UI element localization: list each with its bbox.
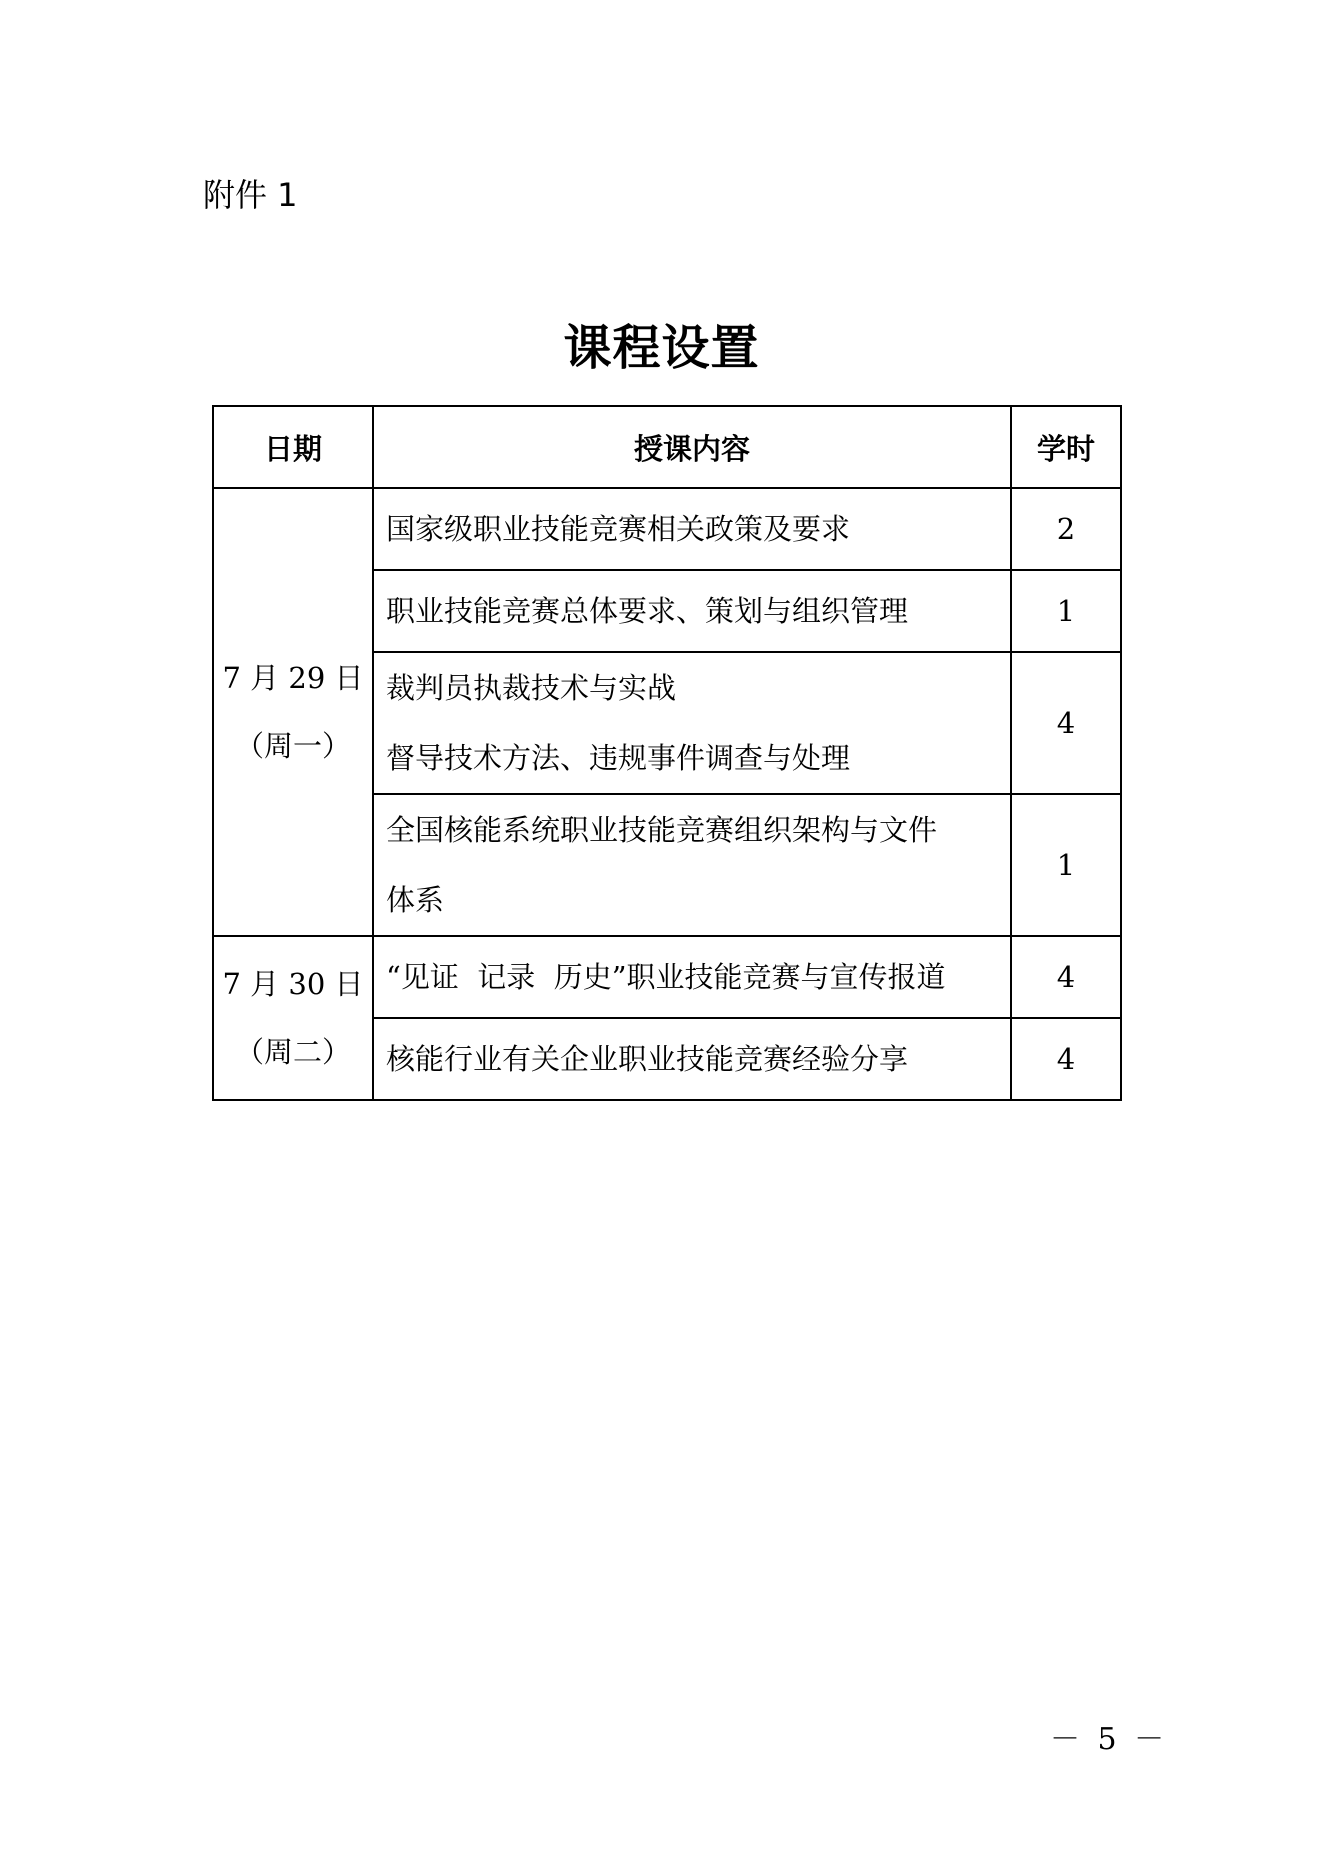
content-cell xyxy=(373,794,1011,936)
content-text: 体系 xyxy=(386,883,445,917)
content-cell xyxy=(373,570,1011,652)
table-row xyxy=(213,488,1121,570)
header-date: 日期 xyxy=(213,406,373,488)
header-content: 授课内容 xyxy=(373,406,1011,488)
header-hours: 学时 xyxy=(1011,406,1121,488)
content-cell xyxy=(373,936,1011,1018)
content-text: 督导技术方法、违规事件调查与处理 xyxy=(386,741,851,775)
course-schedule-table xyxy=(212,405,1122,1101)
content-text: 核能行业有关企业职业技能竞赛经验分享 xyxy=(386,1042,909,1076)
date-text: 7 月 29 日 xyxy=(222,661,364,695)
weekday-text: （周二） xyxy=(234,1035,351,1069)
content-cell xyxy=(373,652,1011,794)
hours-cell: 1 xyxy=(1011,794,1121,936)
hours-cell: 4 xyxy=(1011,936,1121,1018)
page-number: － 5 － xyxy=(1050,1722,1169,1757)
date-cell-day1 xyxy=(213,488,373,936)
content-text: 全国核能系统职业技能竞赛组织架构与文件 xyxy=(386,813,938,847)
hours-cell: 4 xyxy=(1011,652,1121,794)
page-title: 课程设置 xyxy=(563,320,760,376)
content-text: “见证 记录 历史”职业技能竞赛与宣传报道 xyxy=(386,960,946,994)
table-row xyxy=(213,936,1121,1018)
weekday-text: （周一） xyxy=(234,729,351,763)
hours-cell: 1 xyxy=(1011,570,1121,652)
date-cell-day2 xyxy=(213,936,373,1100)
content-cell xyxy=(373,488,1011,570)
content-text: 裁判员执裁技术与实战 xyxy=(386,671,677,705)
hours-cell: 4 xyxy=(1011,1018,1121,1100)
table-header-row xyxy=(213,406,1121,488)
content-text: 职业技能竞赛总体要求、策划与组织管理 xyxy=(386,594,909,628)
content-cell xyxy=(373,1018,1011,1100)
date-text: 7 月 30 日 xyxy=(222,967,364,1001)
attachment-label: 附件 1 xyxy=(203,176,298,214)
hours-cell: 2 xyxy=(1011,488,1121,570)
content-text: 国家级职业技能竞赛相关政策及要求 xyxy=(386,512,851,546)
